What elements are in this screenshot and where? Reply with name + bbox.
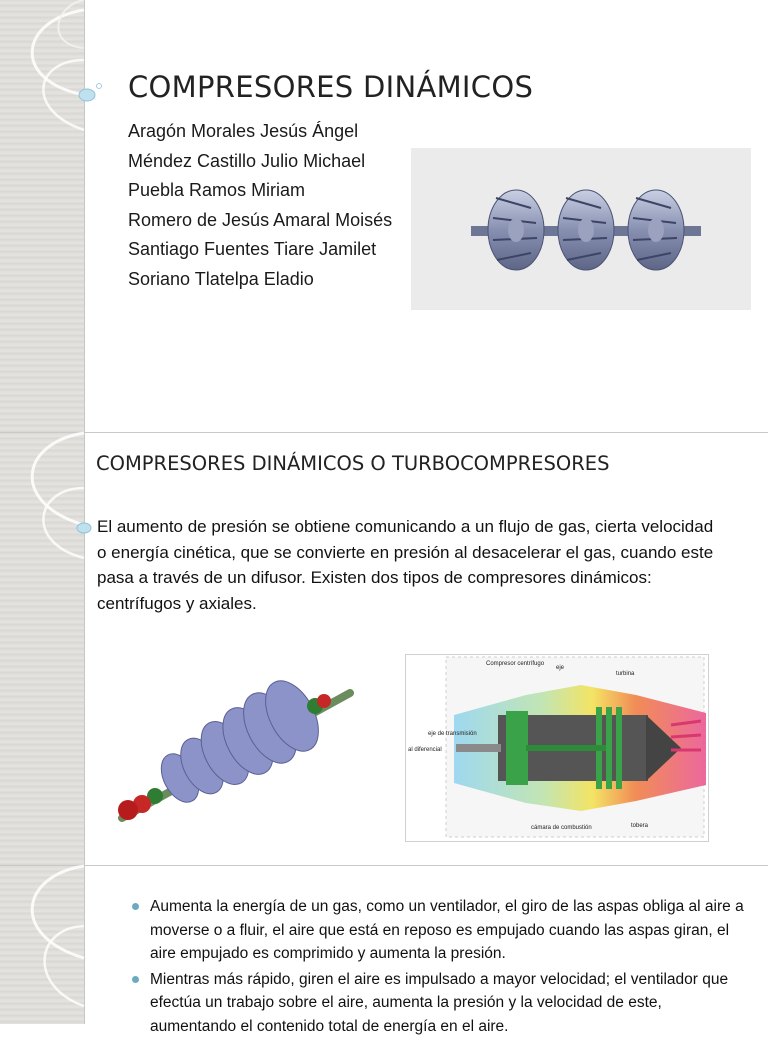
- turbine-diagram-image: [405, 654, 709, 842]
- author-item: Puebla Ramos Miriam: [128, 180, 306, 201]
- bullet-list: [130, 895, 745, 1040]
- author-item: Soriano Tlatelpa Eladio: [128, 268, 314, 289]
- slide-heading: COMPRESORES DINÁMICOS O TURBOCOMPRESORES: [96, 452, 610, 475]
- bullet-icon: [132, 903, 139, 910]
- diagram-label-nozzle: tobera: [631, 823, 649, 829]
- axial-rotor-image: [110, 658, 360, 828]
- bullet-item: [130, 895, 745, 966]
- slide-bullets: [0, 866, 768, 1035]
- author-item: Méndez Castillo Julio Michael: [128, 150, 366, 171]
- bullet-icon: [132, 976, 139, 983]
- slide-title: [0, 0, 768, 432]
- slide-title-heading: COMPRESORES DINÁMICOS: [128, 70, 534, 104]
- diagram-label-compressor: Compresor centrífugo: [486, 661, 545, 667]
- diagram-label-turbine: turbina: [616, 671, 635, 677]
- diagram-label-shaft: eje: [556, 665, 565, 671]
- swirl-decoration: [0, 866, 130, 1024]
- bullet-text: Aumenta la energía de un gas, como un ventilador, el giro de las aspas obliga al aire a moverse o a fluir, el aire que está en reposo es empujado cuando las aspas giran, el aire empujado es comprimido y aumenta la presión.: [150, 898, 744, 962]
- diagram-label-combustion: cámara de combustión: [531, 825, 592, 831]
- description-paragraph: El aumento de presión se obtiene comunicando a un flujo de gas, cierta velocidad o energía cinética, que se convierte en presión al desacelerar el gas, cuando este pasa a través de un difusor. Existen dos tipos de compresores dinámicos: centrífugos y axiales.: [97, 517, 714, 613]
- slide-turbocompressors: [0, 433, 768, 865]
- author-item: Romero de Jesús Amaral Moisés: [128, 209, 393, 230]
- bullet-text: Mientras más rápido, giren el aire es impulsado a mayor velocidad; el ventilador que efectúa un trabajo sobre el aire, aumenta la presión y la velocidad de este, aumentando el contenido total de energía en el aire.: [150, 970, 729, 1035]
- author-item: Santiago Fuentes Tiare Jamilet: [128, 239, 377, 260]
- authors-list: [128, 117, 392, 295]
- swirl-decoration: [0, 0, 130, 432]
- diagram-label-differential: al diferencial: [408, 747, 442, 753]
- author-item: Aragón Morales Jesús Ángel: [128, 121, 359, 141]
- bullet-item: [130, 968, 745, 1039]
- impeller-image: [411, 148, 751, 310]
- diagram-label-transmission: eje de transmisión: [428, 731, 477, 737]
